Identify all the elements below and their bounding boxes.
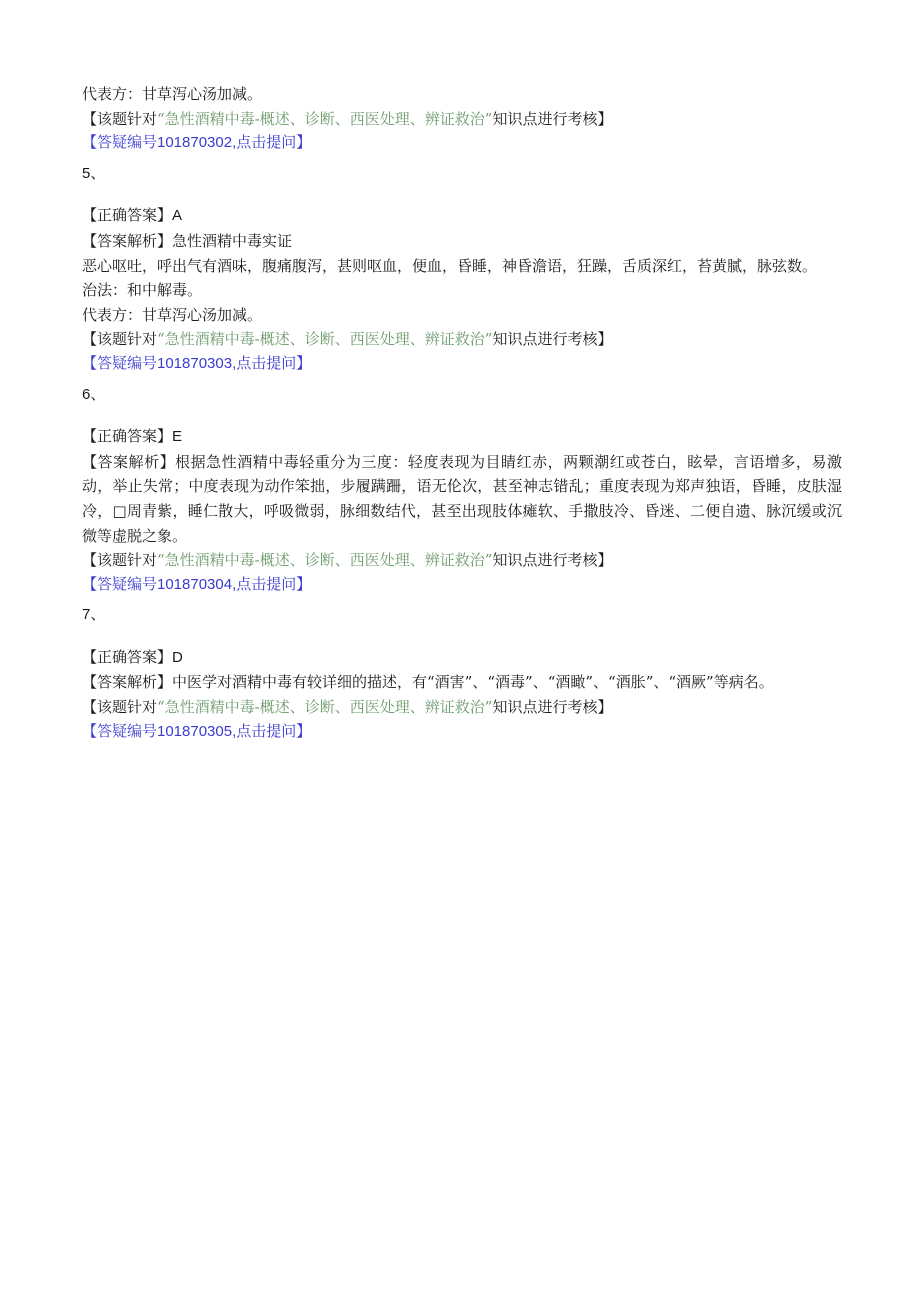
question-5 [82,162,842,377]
answer-label: 【正确答案】 [82,206,173,225]
analysis-detail: 恶心呕吐，呼出气有酒味，腹痛腹泻，甚则呕血，便血，昏睡，神昏澹语，狂躁，舌质深红，苔黄腻，脉弦数。 [82,256,818,275]
knowledge-point-line [82,107,842,132]
ask-question-link[interactable]: 【答疑编号101870303,点击提问】 [82,354,312,372]
kp-topic: “急性酒精中毒-概述、诊断、西医处理、辨证救治” [157,109,493,128]
question-number: 5、 [82,164,106,182]
answer-value: D [172,648,183,666]
analysis-text: 根据急性酒精中毒轻重分为三度：轻度表现为目睛红赤，两颗潮红或苍白，眩晕，言语增多，易激动，举止失常；中度表现为动作笨拙，步履蹒跚，语无伦次，甚至神志错乱；重度表现为郑声独语，昏睡，皮肤湿冷，□周青紫，睡仁散大，呼吸微弱，脉细数结代，甚至出现肢体瘫软、手撒肢冷、昏迷、二便自遗、脉沉缓或沉微等虚脱之象。 [82,452,842,545]
question-7 [82,603,842,744]
analysis-text: 中医学对酒精中毒有较详细的描述，有“酒害”、“酒毒”、“酒瞰”、“酒胀”、“酒厥”等病名。 [172,673,774,692]
analysis-line [82,450,842,548]
knowledge-point-line [82,695,842,720]
analysis-label: 【答案解析】 [82,452,176,471]
question-4-tail [82,82,842,156]
kp-suffix: 知识点进行考核】 [492,551,613,570]
ask-question-link[interactable]: 【答疑编号101870305,点击提问】 [82,722,312,740]
correct-answer-line [82,424,842,450]
answer-label: 【正确答案】 [82,647,173,666]
analysis-label: 【答案解析】 [82,231,173,250]
kp-suffix: 知识点进行考核】 [492,330,613,349]
formula-line: 代表方：甘草泻心汤加减。 [82,305,263,324]
answer-value: E [172,428,183,446]
kp-prefix: 【该题针对 [82,109,158,128]
answer-label: 【正确答案】 [82,427,173,446]
analysis-line [82,229,842,254]
question-number: 7、 [82,606,106,624]
ask-question-link[interactable]: 【答疑编号101870304,点击提问】 [82,575,312,593]
knowledge-point-line [82,327,842,352]
analysis-text: 急性酒精中毒实证 [172,231,293,250]
treatment-line: 治法：和中解毒。 [82,281,203,300]
kp-prefix: 【该题针对 [82,330,158,349]
answer-value: A [172,207,183,225]
kp-topic: “急性酒精中毒-概述、诊断、西医处理、辨证救治” [157,330,493,349]
kp-suffix: 知识点进行考核】 [492,698,613,717]
analysis-label: 【答案解析】 [82,673,173,692]
kp-topic: “急性酒精中毒-概述、诊断、西医处理、辨证救治” [157,551,493,570]
ask-question-link[interactable]: 【答疑编号101870302,点击提问】 [82,134,312,152]
answer-sheet [82,82,842,744]
formula-line: 代表方：甘草泻心汤加减。 [82,85,263,103]
kp-topic: “急性酒精中毒-概述、诊断、西医处理、辨证救治” [157,698,493,717]
kp-suffix: 知识点进行考核】 [492,109,613,128]
knowledge-point-line [82,548,842,573]
question-number: 6、 [82,385,106,403]
kp-prefix: 【该题针对 [82,551,158,570]
question-6 [82,383,842,598]
correct-answer-line [82,203,842,229]
analysis-line [82,670,842,695]
correct-answer-line [82,645,842,671]
kp-prefix: 【该题针对 [82,698,158,717]
